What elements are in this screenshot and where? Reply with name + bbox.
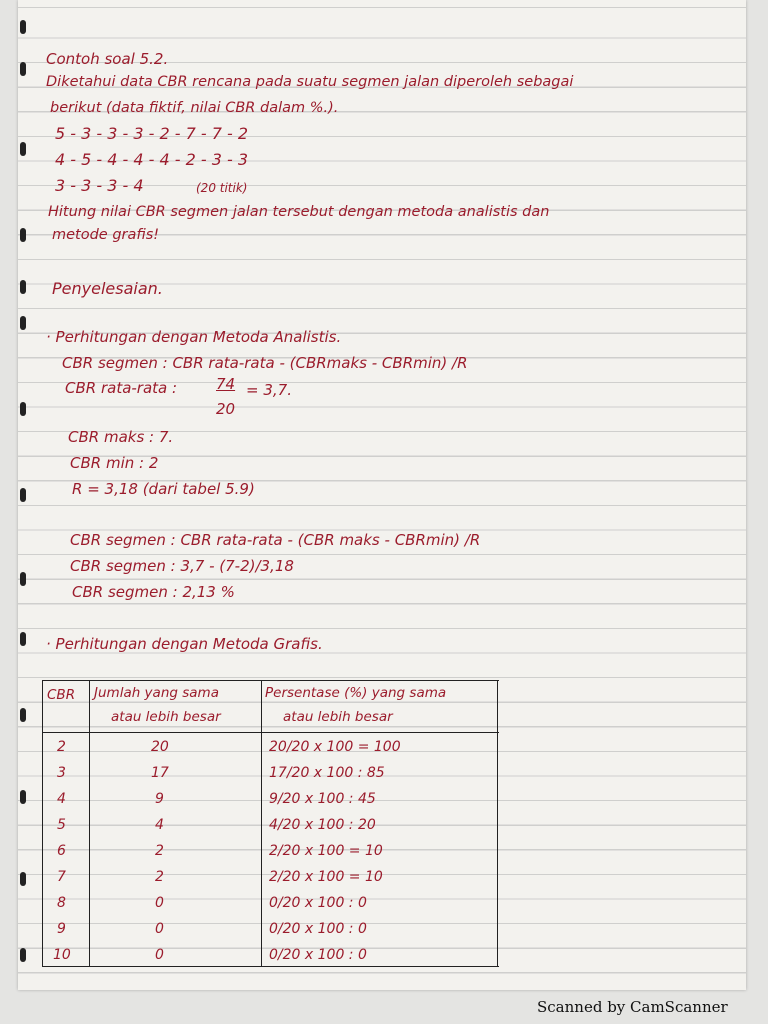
avg-numerator: 74 (216, 375, 236, 393)
row-count: 17 (151, 765, 169, 781)
row-count: 0 (155, 947, 164, 963)
binding-hole (20, 280, 26, 294)
binding-hole (20, 20, 26, 34)
binding-hole (20, 228, 26, 242)
binding-hole (20, 632, 26, 646)
task-line-1: Hitung nilai CBR segmen jalan tersebut dengan metoda analistis dan (48, 204, 550, 220)
scanner-watermark: Scanned by CamScanner (537, 998, 728, 1016)
analytic-heading: · Perhitungan dengan Metoda Analistis. (46, 328, 342, 346)
row-cbr: 6 (57, 843, 66, 859)
problem-title: Contoh soal 5.2. (46, 50, 169, 68)
avg-result: = 3,7. (246, 381, 292, 399)
cbr-max: CBR maks : 7. (68, 428, 174, 446)
header-count: Jumlah yang sama (94, 685, 219, 701)
row-percent: 20/20 x 100 = 100 (269, 739, 401, 755)
row-count: 2 (155, 869, 164, 885)
binding-hole (20, 790, 26, 804)
segment-calc-1: CBR segmen : CBR rata-rata - (CBR maks - CBRmin) /R (70, 531, 481, 549)
row-count: 9 (155, 791, 164, 807)
binding-hole (20, 142, 26, 156)
binding-hole (20, 402, 26, 416)
binding-hole (20, 488, 26, 502)
binding-hole (20, 872, 26, 886)
problem-line-1: Diketahui data CBR rencana pada suatu segmen jalan diperoleh sebagai (46, 74, 574, 90)
row-percent: 17/20 x 100 : 85 (269, 765, 385, 781)
cbr-table (42, 680, 499, 967)
data-count-note: (20 titik) (196, 181, 248, 195)
graphic-heading: · Perhitungan dengan Metoda Grafis. (46, 635, 323, 653)
row-count: 0 (155, 895, 164, 911)
row-percent: 2/20 x 100 = 10 (269, 843, 383, 859)
binding-hole (20, 948, 26, 962)
data-row-2: 4 - 5 - 4 - 4 - 4 - 2 - 3 - 3 (55, 150, 249, 169)
row-count: 20 (151, 739, 169, 755)
solution-heading: Penyelesaian. (52, 279, 163, 298)
row-count: 2 (155, 843, 164, 859)
header-count-sub: atau lebih besar (111, 709, 221, 725)
analytic-formula: CBR segmen : CBR rata-rata - (CBRmaks - CBRmin) /R (62, 354, 468, 372)
header-percent: Persentase (%) yang sama (265, 685, 447, 701)
r-value: R = 3,18 (dari tabel 5.9) (72, 480, 255, 498)
row-cbr: 2 (57, 739, 66, 755)
task-line-2: metode grafis! (52, 227, 160, 243)
row-percent: 9/20 x 100 : 45 (269, 791, 376, 807)
cbr-min: CBR min : 2 (70, 454, 159, 472)
row-cbr: 3 (57, 765, 66, 781)
row-percent: 0/20 x 100 : 0 (269, 947, 367, 963)
binding-hole (20, 708, 26, 722)
row-percent: 4/20 x 100 : 20 (269, 817, 376, 833)
data-row-1: 5 - 3 - 3 - 3 - 2 - 7 - 7 - 2 (55, 124, 249, 143)
row-percent: 0/20 x 100 : 0 (269, 921, 367, 937)
row-cbr: 4 (57, 791, 66, 807)
data-row-3: 3 - 3 - 3 - 4 (55, 176, 144, 195)
row-percent: 0/20 x 100 : 0 (269, 895, 367, 911)
binding-hole (20, 62, 26, 76)
segment-calc-3: CBR segmen : 2,13 % (72, 583, 235, 601)
row-percent: 2/20 x 100 = 10 (269, 869, 383, 885)
row-count: 4 (155, 817, 164, 833)
row-cbr: 10 (53, 947, 71, 963)
row-cbr: 8 (57, 895, 66, 911)
row-cbr: 5 (57, 817, 66, 833)
row-cbr: 7 (57, 869, 66, 885)
binding-hole (20, 316, 26, 330)
header-cbr: CBR (47, 687, 76, 703)
binding-hole (20, 572, 26, 586)
row-cbr: 9 (57, 921, 66, 937)
row-count: 0 (155, 921, 164, 937)
header-percent-sub: atau lebih besar (283, 709, 393, 725)
avg-denominator: 20 (216, 400, 236, 418)
segment-calc-2: CBR segmen : 3,7 - (7-2)/3,18 (70, 557, 294, 575)
problem-line-2: berikut (data fiktif, nilai CBR dalam %.). (50, 100, 339, 116)
avg-label: CBR rata-rata : (65, 379, 178, 397)
